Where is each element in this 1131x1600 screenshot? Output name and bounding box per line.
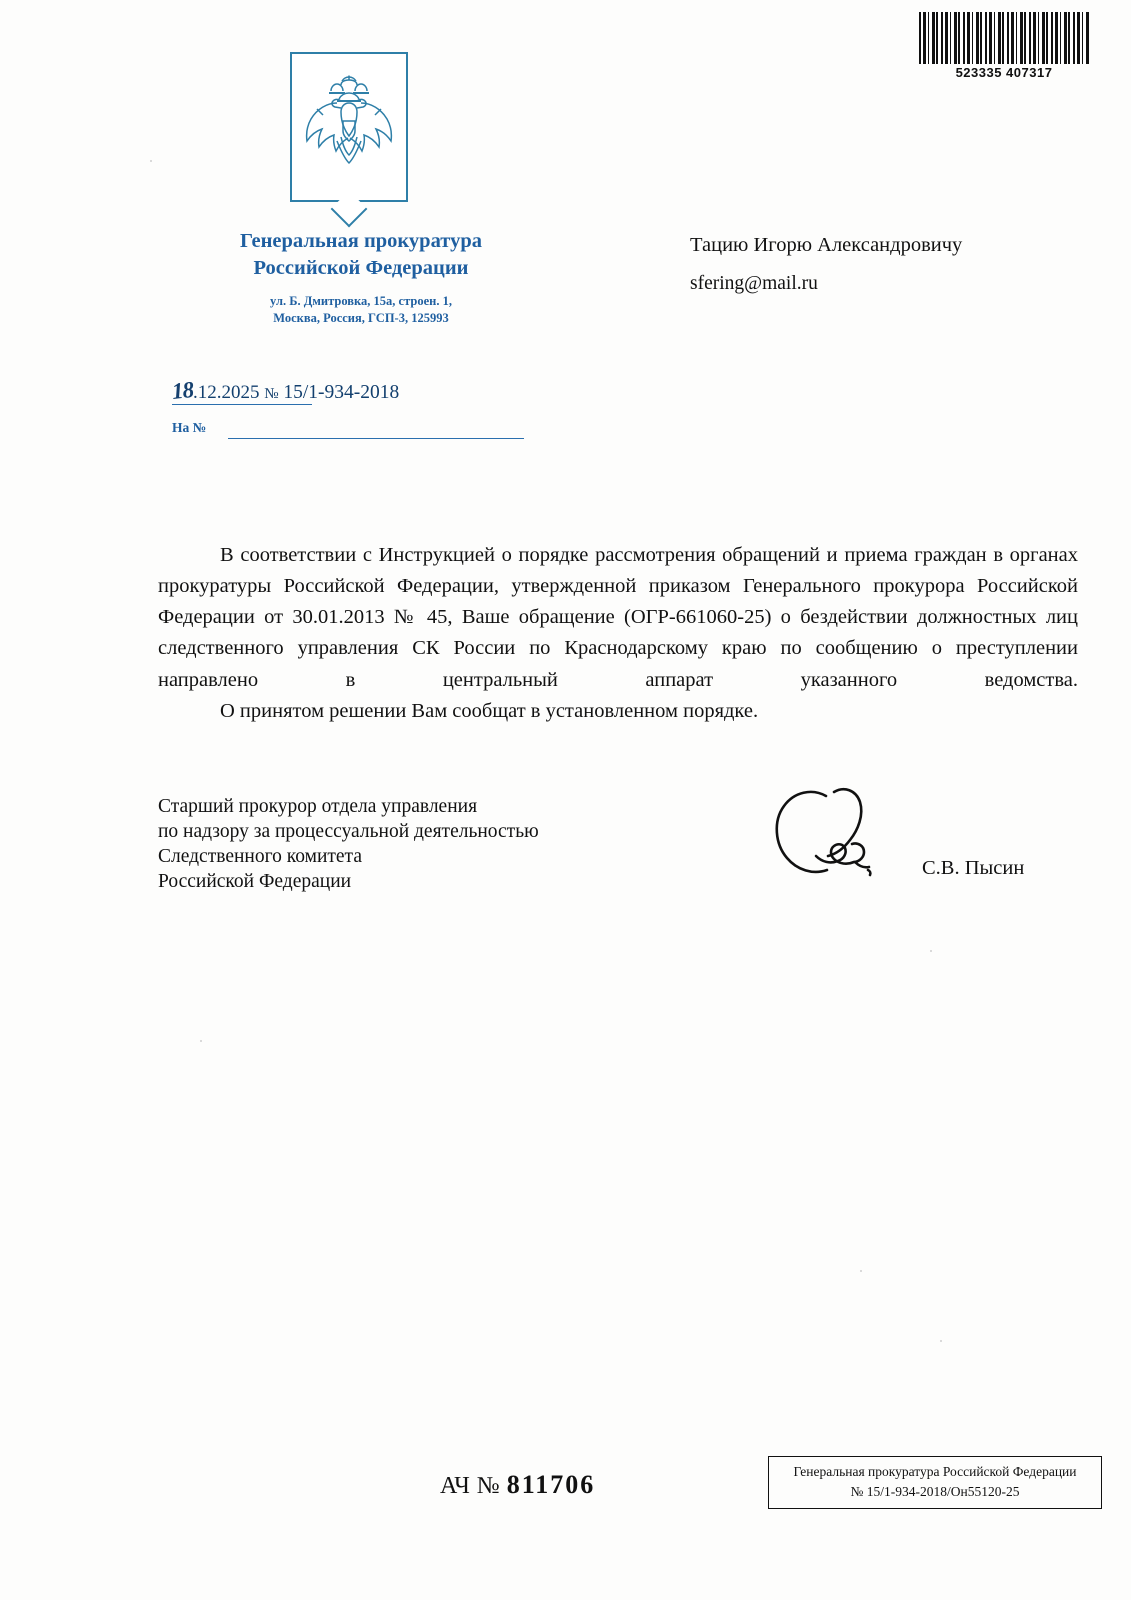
signer-title-line1: Старший прокурор отдела управления [158, 796, 478, 817]
addressee-email: sfering@mail.ru [690, 272, 818, 294]
reply-to-label: На № [172, 420, 207, 435]
signer-title-line2: по надзору за процессуальной деятельностью [158, 820, 539, 842]
organization-address-line2: Москва, Россия, ГСП-3, 125993 [273, 311, 449, 326]
form-number-value: 811706 [506, 1470, 596, 1499]
handwritten-signature-icon [756, 778, 916, 898]
body-paragraph-1: В соответствии с Инструкцией о порядке рассмотрения обращений и приема граждан в органах прокуратуры Российской Федерации, утвержденной приказом Генерального прокурора Российской Федерации от 30.01.2013 № 45, Ваше обращение (ОГР-661060-25) о бездействии должностных лиц следственного управления СК России по Краснодарскому краю по сообщению о преступлении направлено в центральный аппарат указанного ведомства. [158, 544, 1078, 691]
document-date-day: 18 [170, 376, 195, 405]
registration-stamp [768, 1456, 1102, 1509]
organization-title-line1: Генеральная прокуратура [240, 230, 482, 252]
signer-name: С.В. Пысин [922, 857, 1025, 879]
scan-speck [200, 1040, 202, 1042]
addressee-block [690, 226, 1090, 302]
emblem-shield [290, 52, 408, 202]
registration-stamp-line2: № 15/1-934-2018/Он55120-25 [850, 1483, 1020, 1499]
document-date-line [172, 378, 592, 406]
scan-speck [150, 160, 152, 162]
scan-speck [860, 1270, 862, 1272]
form-number-prefix: АЧ № [440, 1473, 501, 1499]
letter-body [158, 540, 1078, 727]
barcode-number: 523335 407317 [955, 65, 1053, 80]
organization-title [196, 228, 526, 282]
document-number: 15/1-934-2018 [283, 382, 400, 403]
body-paragraph-2: О принятом решении Вам сообщат в установленном порядке. [220, 699, 759, 722]
date-underline [172, 404, 312, 405]
organization-title-line2: Российской Федерации [253, 257, 469, 280]
addressee-name: Тацию Игорю Александровичу [690, 234, 963, 256]
signer-title-line3: Следственного комитета [158, 845, 362, 867]
organization-address-line1: ул. Б. Дмитровка, 15а, строен. 1, [270, 294, 452, 308]
coat-of-arms-emblem [290, 52, 408, 224]
document-date-rest: .12.2025 [193, 382, 260, 403]
form-number [440, 1470, 595, 1500]
barcode-block [919, 12, 1089, 80]
number-sign: № [264, 386, 279, 402]
registration-stamp-line1: Генеральная прокуратура Российской Федерации [793, 1464, 1077, 1479]
russian-coat-of-arms-icon [301, 75, 397, 179]
organization-address [196, 293, 526, 328]
scan-speck [940, 1340, 942, 1342]
signer-title-line4: Российской Федерации [158, 870, 352, 892]
signer-title [158, 795, 539, 895]
reply-to-underline [228, 438, 524, 439]
scan-speck [930, 950, 932, 952]
barcode-icon [919, 12, 1089, 64]
